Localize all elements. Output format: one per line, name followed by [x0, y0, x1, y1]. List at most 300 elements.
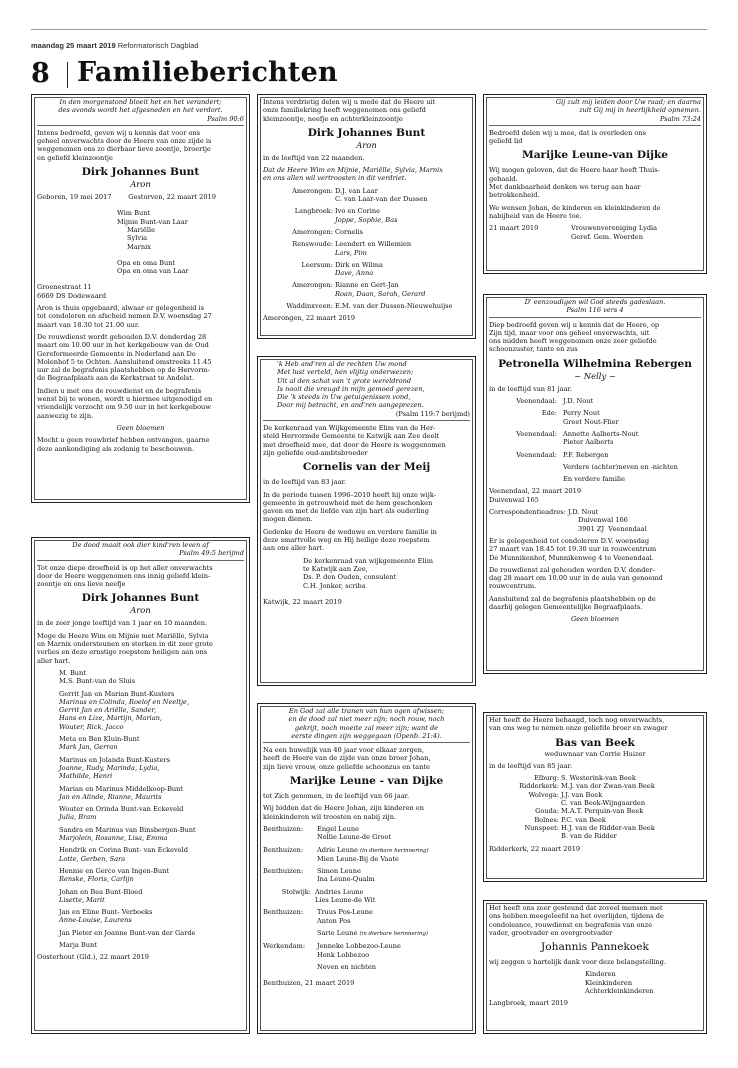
family-member: Kinderen: [585, 970, 616, 979]
text-line: betrokkenheid.: [489, 191, 540, 200]
text-line: zijn lieve vrouw, onze geliefde schoonzus en tante: [263, 762, 430, 771]
family-member: Anton Pos: [317, 916, 351, 925]
organisation-name: Geref. Gem. Woerden: [571, 232, 643, 241]
family-row: [489, 774, 701, 782]
family-children: Hans en Lize, Martijn, Marian,: [59, 714, 163, 723]
family-row: [489, 409, 701, 426]
family-member: Opa en oma Bunt: [117, 258, 176, 267]
page-number: 8: [31, 58, 50, 89]
text-line: De Munnikenhof, Munnikenweg 4 te Veenendaal.: [489, 553, 654, 562]
family-row: [263, 302, 470, 310]
notice-quote: [489, 98, 701, 126]
text-line: verlies en deze ernstige roepstem heiligen aan ons: [37, 648, 208, 657]
family-member: Wim Bunt: [117, 209, 151, 218]
family-place: Waddinxveen:: [286, 302, 333, 311]
family-member: S. Westerink-van Beek: [561, 774, 636, 783]
text-line: gehaald.: [489, 174, 518, 183]
family-children: Joppe, Sophie, Bas: [335, 215, 398, 224]
text-line: zoontje en ons lieve neefje: [37, 580, 126, 589]
family-member: Verdere (achter)neven en -nichten: [563, 462, 678, 471]
notice-intro: [37, 564, 244, 589]
deceased-name: Dirk Johannes Bunt: [81, 592, 200, 605]
family-member: Marja Bunt: [59, 940, 97, 949]
text-line: Indien u met ons de rouwdienst en de begrafenis: [37, 386, 202, 395]
family-member: Pieter Aalberts: [563, 438, 614, 447]
notice-body: [37, 304, 244, 453]
family-member: Hennie en Gerco van Ingen-Bunt: [59, 866, 170, 875]
deceased-name: Dirk Johannes Bunt: [81, 166, 200, 179]
family-member: Jan en Eline Bunt- Verboeks: [59, 908, 153, 917]
notice-marijke-leune-vrouwenvereniging: [483, 94, 707, 274]
text-line: Aansluitend zal de begrafenis plaatshebben op de: [489, 594, 656, 603]
text-line: gaven en met de liefde van zijn hart als ouderling: [263, 507, 430, 516]
quote-line: Die 'k steeds in Uw getuigenissen vond,: [277, 393, 411, 402]
text-line: Molenhof 5 te Ochten. Aansluitend omstreeks 11.45: [37, 357, 212, 366]
signature-line: te Katwijk aan Zee,: [303, 564, 368, 573]
family-member: M.J. van der Zwan-van Beek: [561, 782, 655, 791]
place-date: Langbroek, maart 2019: [489, 999, 569, 1008]
family-children: Anne-Louise, Laurens: [59, 916, 132, 925]
sign-off: [489, 224, 701, 241]
family-place: [263, 963, 317, 971]
family-row: [263, 942, 470, 959]
family-member: Marian en Marinus Middelkoop-Bunt: [59, 784, 184, 793]
family-children: Roan, Daan, Sarah, Gerard: [335, 289, 426, 298]
text-line: geheel onverwachts door de Heere van onze zijde is: [37, 137, 212, 146]
family-children: Julia, Bram: [59, 813, 97, 822]
quote-ref: Psalm 49:5 berijmd: [179, 549, 244, 558]
text-line: Tot onze diepe droefheid is op het aller onverwachts: [37, 563, 213, 572]
text-line: In de periode tussen 1996–2010 heeft hij onze wijk-: [263, 490, 436, 499]
family-place: [489, 463, 559, 471]
quote-line: 'k Heb and'ren al de rechten Uw mond: [277, 360, 407, 368]
family-row: [489, 430, 701, 447]
family-row: [263, 963, 470, 971]
text-line: We wensen Johan, de kinderen en kleinkinderen de: [489, 203, 661, 212]
text-line: dag 28 maart om 10.00 uur in de aula van genoemd: [489, 574, 663, 583]
family-row: [263, 846, 470, 864]
notice-intro: [263, 424, 470, 457]
deceased-widower: weduwnaar van Corrie Huizer: [544, 749, 646, 758]
notice-body: [37, 632, 244, 665]
family-member: Dirk en Wilma: [335, 260, 383, 269]
family-member: Meta en Ben Kluin-Bunt: [59, 735, 140, 744]
notice-intro: [489, 904, 701, 937]
header-separator: [67, 62, 68, 88]
text-line: Het heeft ons zeer gesteund dat zoveel mensen met: [489, 904, 663, 912]
text-line: Het heeft de Heere behaagd, toch nog onverwachts,: [489, 716, 665, 724]
deceased-name: Johannis Pannekoek: [541, 941, 649, 954]
deceased-nickname: Aron: [130, 179, 151, 190]
place-date: [489, 487, 701, 504]
text-line: De kerkenraad van Wijkgemeente Elim van de Her-: [263, 424, 436, 433]
text-line: ons midden heeft weggenomen onze zeer geliefde: [489, 337, 657, 346]
text-line: en ons allen wil vertroosten in dit verdriet.: [263, 174, 407, 183]
header-dateline: [31, 41, 199, 50]
notice-date: 21 maart 2019: [489, 224, 539, 233]
text-line: heeft de Heere van de zijde van onze broer Johan,: [263, 754, 431, 763]
family-place: Amerongen:: [292, 186, 333, 195]
text-line: maart van 18.30 tot 21.00 uur.: [37, 320, 140, 329]
family-place: Bolnes:: [534, 815, 559, 824]
notice-dirk-bunt-van-laar: [257, 94, 476, 339]
family-member: Engel Leune: [317, 824, 360, 833]
family-member: Hendrik en Corina Bunt- van Eckeveld: [59, 846, 188, 855]
address-line: Duivenwal 165: [489, 495, 539, 504]
family-place: Veenendaal:: [516, 429, 557, 438]
family-row: [263, 867, 470, 884]
family-place: Werkendam:: [263, 942, 306, 951]
no-flowers-note: Geen bloemen: [116, 423, 165, 432]
address-line: 6669 DS Dodewaard: [37, 291, 107, 300]
family-row: [263, 240, 470, 257]
family-children: Dave, Anna: [335, 269, 374, 278]
quote-line: gekrijt, noch moeite zal meer zijn; want de: [294, 723, 439, 732]
family-member: Truus Pos-Leune: [317, 908, 373, 917]
family-member: M. Bunt: [59, 668, 86, 677]
notice-intro: [489, 321, 701, 354]
notice-intro: [489, 129, 701, 146]
text-line: vader, grootvader en overgrootvader: [489, 928, 613, 937]
family-member: Achterkleinkinderen: [585, 987, 654, 996]
quote-line: Uit al den schat van 't grote wereldrond: [277, 376, 412, 385]
text-line: onze familiekring heeft weggenomen ons geliefd: [263, 106, 426, 115]
notice-intro: [263, 98, 470, 123]
text-line: deze aankondiging als zodanig te beschouwen.: [37, 444, 195, 453]
quote-line: des avonds wordt het afgesneden en het verdort.: [58, 106, 223, 115]
text-line: kleinkinderen wil troosten en nabij zijn.: [263, 812, 397, 821]
place-date: Benthuizen, 21 maart 2019: [263, 979, 355, 988]
notice-quote: [263, 707, 470, 743]
notice-quote: [263, 360, 470, 421]
family-children: Gerrit Jan en Ariëlle, Sander,: [59, 706, 157, 715]
text-line: Mocht u geen rouwbrief hebben ontvangen, gaarne: [37, 436, 210, 445]
family-row: [489, 451, 701, 459]
family-place: Wolvega:: [528, 790, 559, 799]
notice-quote: [37, 98, 244, 126]
family-place: Langbroek:: [294, 207, 333, 216]
notice-body: [489, 537, 701, 624]
quote-ref: Psalm 73:24: [659, 114, 701, 123]
notice-petronella-rebergen: [483, 294, 707, 674]
family-row: [489, 816, 701, 824]
family-member: E.M. van der Dussen-Nieuwehuijse: [335, 302, 453, 311]
family-row: [263, 929, 470, 938]
text-line: Met dankbaarheid denken we terug aan haar: [489, 183, 641, 192]
quote-line: Door mij betracht, en and'ren aangeprezen.: [277, 401, 424, 410]
family-member: J.D. Nout: [563, 397, 594, 406]
deceased-name: Petronella Wilhelmina Rebergen: [498, 357, 692, 370]
family-place: Veenendaal:: [516, 450, 557, 459]
family-member: Kleinkinderen: [585, 978, 633, 987]
text-line: Aron is thuis opgebaard, alwaar er gelegenheid is: [37, 304, 205, 313]
family-place: Ridderkerk:: [519, 782, 559, 791]
family-row: [263, 207, 470, 224]
text-line: kleinzoontje, neefje en achterkleinzoontje: [263, 114, 403, 123]
deceased-nickname: Aron: [130, 605, 151, 616]
family-member: C. van Beek-Wijngaarden: [561, 799, 646, 808]
text-line: gemeente in getrouwheid met de hem geschonken: [263, 498, 433, 507]
memory-note: (in dierbare herinnering): [360, 847, 429, 854]
text-line: ons hebben meegeleefd na het overlijden, tijdens de: [489, 912, 664, 921]
family-member: Cornelis: [335, 227, 363, 236]
family-member: Lies Leune-de Wit: [315, 896, 376, 905]
family-member: Mien Leune-Bij de Vaate: [317, 854, 399, 863]
family-member: B. van de Ridder: [561, 832, 617, 841]
family-list: [37, 209, 244, 275]
section-title: Familieberichten: [77, 57, 338, 88]
text-line: 27 maart van 18.45 tot 19.30 uur in rouwcentrum: [489, 545, 657, 554]
signature-line: Ds. P. den Ouden, consulent: [303, 573, 397, 582]
organisation-name: Vrouwenvereniging Lydia: [571, 224, 658, 233]
place-date: Amerongen, 22 maart 2019: [263, 314, 356, 323]
text-line: Intens verdrietig delen wij u mede dat de Heere uit: [263, 98, 436, 106]
quote-line: en de dood zal niet meer zijn; noch rouw, noch: [288, 715, 445, 724]
family-member: Ina Leune-Qualm: [317, 875, 375, 884]
family-row: [489, 463, 701, 471]
family-member: J.J. van Beek: [561, 790, 603, 799]
text-line: De rouwdienst zal gehouden worden D.V. donder-: [489, 565, 655, 574]
age-line: in de leeftijd van 83 jaar.: [263, 478, 347, 487]
family-member: Simon Leune: [317, 867, 361, 876]
age-line: in de leeftijd van 22 maanden.: [263, 153, 365, 162]
family-member: Marinus en Jolanda Bunt-Kusters: [59, 755, 171, 764]
family-member: M.A.T. Perquin-van Beek: [561, 807, 644, 816]
text-line: maart om 10.00 uur in het kerkgebouw van de Oud: [37, 341, 209, 350]
age-line: in de zeer jonge leeftijd van 1 jaar en 10 maanden.: [37, 619, 208, 628]
thanks-line: wij zeggen u hartelijk dank voor deze belangstelling.: [489, 958, 666, 967]
family-place: Renswoude:: [292, 240, 333, 249]
quote-line: Gij zult mij leiden door Uw raad; en daarna: [555, 98, 701, 106]
family-member: P.F. Rebergen: [563, 450, 609, 459]
family-member: Sandra en Marinus van Binsbergen-Bunt: [59, 825, 196, 834]
signature-line: C.H. Jonker, scriba: [303, 581, 366, 590]
family-member: Opa en oma van Laar: [117, 267, 189, 276]
family-row: [489, 807, 701, 815]
place-date-line: Veenendaal, 22 maart 2019: [489, 487, 582, 496]
family-member: Neven en nichten: [317, 962, 376, 971]
family-place: Ede:: [541, 409, 557, 418]
family-member: Rianne en Gert-Jan: [335, 281, 399, 290]
family-children: Lars, Pim: [335, 248, 367, 257]
family-member: Andries Leune: [315, 887, 364, 896]
family-row: [263, 228, 470, 236]
deceased-nickname: ~ Nelly ~: [574, 370, 616, 381]
family-member: Sarie Leune: [317, 928, 358, 937]
family-children: Lotte, Gerben, Sara: [59, 854, 126, 863]
text-line: aanwezig te zijn.: [37, 411, 94, 420]
family-children: Mark Jan, Gerran: [59, 743, 118, 752]
notice-johannis-pannekoek: [483, 900, 707, 1034]
family-children: Mathilde, Henri: [59, 772, 113, 781]
family-row: [263, 908, 470, 925]
memory-note: (in dierbare herinnering): [359, 930, 429, 937]
text-line: aan ons aller hart.: [263, 544, 325, 553]
address-line: Correspondentieadres: J.D. Nout: [489, 508, 599, 517]
quote-line: zult Gij mij in heerlijkheid opnemen.: [579, 106, 701, 115]
family-row: [263, 888, 470, 905]
quote-line: Is nooit die vreugd in mijn gemoed gerezen,: [277, 384, 425, 393]
quote-ref: Psalm 90:6: [207, 114, 244, 123]
notice-quote: [37, 541, 244, 561]
text-line: en geliefd kleinzoontje: [37, 153, 113, 162]
address: [37, 283, 244, 300]
deceased-name: Cornelis van der Meij: [302, 461, 431, 474]
age-line: in de leeftijd van 81 jaar.: [489, 384, 573, 393]
notice-dirk-bunt-grandparents: [31, 537, 250, 1034]
place-date: Katwijk, 22 maart 2019: [263, 597, 342, 606]
family-list: [263, 825, 470, 971]
family-place: Nunspeet:: [524, 823, 559, 832]
family-list: [489, 774, 701, 840]
family-member: Greet Nout-Flier: [563, 417, 619, 426]
notice-intro: [37, 129, 244, 162]
text-line: de Begraafplaats aan de Kerkstraat te Andelst.: [37, 374, 194, 383]
text-line: uur zal de begrafenis plaatshebben op de Hervorm-: [37, 366, 210, 375]
family-member: Jan Pieter en Joanne Bunt-van der Garde: [59, 928, 196, 937]
quote-line: D' eenzoudigen wil God steeds gadeslaan.: [524, 298, 666, 306]
notice-dirk-bunt-parents: [31, 94, 250, 503]
text-line: nabijheid van de Heere toe.: [489, 211, 582, 220]
family-member: Nellie Leune-de Groot: [317, 833, 392, 842]
deceased-name: Marijke Leune-van Dijke: [521, 149, 669, 162]
family-member: Perry Nout: [563, 409, 600, 418]
text-line: en Marnix ondersteunen en sterken in dit zeer grote: [37, 640, 213, 649]
family-member: Gerrit Jan en Marian Bunt-Kusters: [59, 689, 175, 698]
quote-line: De dood maait ook dier kind'ren leven af: [72, 541, 209, 549]
deceased-name: Bas van Beek: [555, 736, 635, 749]
family-member: P.C. van Beek: [561, 815, 606, 824]
quote-line: Met lust verteld, hen vlijtig onderwezen;: [277, 368, 414, 377]
family-member: Henk Lobbezoo: [317, 950, 370, 959]
family-row: [263, 187, 470, 204]
family-place: Benthuizen:: [263, 867, 304, 876]
family-member: M.S. Bunt-van de Sluis: [59, 677, 136, 686]
text-line: De rouwdienst wordt gehouden D.V. donderdag 28: [37, 332, 207, 341]
family-row: [489, 397, 701, 405]
signature: [263, 557, 470, 590]
text-line: weggenomen ons zo dierbaar lieve zoontje, broertje: [37, 145, 211, 154]
text-line: Zijn tijd, maar voor ons geheel onverwachts, uit: [489, 328, 650, 337]
address-line: Groenestraat 11: [37, 283, 92, 292]
text-line: Diep bedroefd geven wij u kennis dat de Heere, op: [489, 320, 660, 329]
age-line: in de leeftijd van 85 jaar.: [489, 761, 573, 770]
notice-body: [263, 491, 470, 553]
text-line: Gedenke de Heere de weduwe en verdere familie in: [263, 527, 437, 536]
text-line: Intens bedroefd, geven wij u kennis dat voor ons: [37, 128, 201, 137]
text-line: Dat de Heere Wim en Mijnie, Mariëlle, Sylvia, Marnix: [263, 166, 443, 175]
text-line: wenst bij te wonen, wordt u hiermee uitgenodigd en: [37, 395, 213, 404]
family-children: Jan en Alinde, Rianne, Maurits: [59, 792, 162, 801]
deceased-name: Dirk Johannes Bunt: [307, 126, 426, 139]
family-place: [263, 929, 317, 938]
family-children: Marinus en Colinda, Roelof en Neeltje,: [59, 697, 190, 706]
family-member: C. van Laar-van der Dussen: [335, 195, 428, 204]
family-row: [263, 261, 470, 278]
text-line: daarbij gelegen Gemeentelijke Begraafplaats.: [489, 603, 643, 612]
text-line: aller hart.: [37, 656, 71, 665]
text-line: tot condoleren en afscheid nemen D.V. woensdag 27: [37, 312, 212, 321]
family-place: Stolwijk:: [281, 887, 311, 896]
place-date: Ridderkerk, 22 maart 2019: [489, 844, 581, 853]
text-line: door de Heere weggenomen ons innig geliefd klein-: [37, 571, 211, 580]
text-line: zijn geliefde oud-ambtsbroeder: [263, 448, 368, 457]
family-place: Amerongen:: [292, 227, 333, 236]
text-line: Bedroefd delen wij u mee, dat is overleden ons: [489, 128, 647, 137]
text-line: schoonzuster, tante en zus: [489, 345, 578, 354]
address-line: Duivenwal 166: [578, 516, 628, 525]
family-member: Mariëlle: [127, 225, 155, 234]
family-member: Johan en Bea Bunt-Bloed: [59, 887, 143, 896]
family-member: Mijnie Bunt-van Laar: [117, 217, 188, 226]
family-row: [489, 824, 701, 841]
notice-body: [489, 166, 701, 220]
family-member: Ivo en Corine: [335, 207, 381, 216]
family-children: Wouter, Rick, Jacco: [59, 722, 124, 731]
place-date: Oosterhout (Gld.), 22 maart 2019: [37, 953, 149, 962]
text-line: van ons weg te nemen onze geliefde broer en zwager: [489, 724, 668, 733]
family-member: D.J. van Laar: [335, 186, 378, 195]
birth-death-dates: Geboren, 19 mei 2017 Gestorven, 22 maart 2019: [37, 193, 216, 202]
family-member: H.J. van de Ridder-van Beek: [561, 823, 655, 832]
family-member: Annette Aalberts-Nout: [563, 429, 639, 438]
family-member: Leendert en Willemien: [335, 240, 412, 249]
family-place: Elburg:: [534, 774, 559, 783]
family-place: Gouda:: [535, 807, 559, 816]
notice-quote: [489, 298, 701, 318]
text-line: geliefd lid: [489, 137, 523, 146]
address-line: 3901 ZJ Veenendaal: [578, 524, 647, 533]
family-place: Benthuizen:: [263, 845, 304, 854]
quote-line: eerste dingen zijn weggegaan (Openb. 21:4).: [291, 731, 442, 740]
header-rule: [31, 29, 707, 30]
quote-ref: Psalm 116 vers 4: [566, 306, 624, 315]
family-list: [37, 669, 244, 949]
quote-line: En God zal alle tranen van hun ogen afwissen;: [288, 707, 445, 715]
notice-intro: [489, 716, 701, 733]
header-date: maandag 25 maart 2019: [31, 41, 116, 50]
text-line: Wij mogen geloven, dat de Heere haar heeft Thuis-: [489, 166, 660, 175]
notice-intro: [263, 746, 470, 771]
text-line: deze smartvolle weg en Hij heilige deze roepstem: [263, 536, 430, 545]
family-place: Veenendaal:: [516, 397, 557, 406]
text-line: mogen dienen.: [263, 515, 313, 524]
age-line: tot Zich genomen, in de leeftijd van 66 jaar.: [263, 792, 410, 801]
family-list: [263, 187, 470, 311]
family-place: Benthuizen:: [263, 824, 304, 833]
family-member: Jenneke Lobbezoo-Leune: [317, 942, 401, 951]
family-children: Renske, Floris, Carlijn: [59, 875, 134, 884]
family-member: En verdere familie: [563, 475, 626, 484]
family-row: [489, 791, 701, 808]
text-line: Moge de Heere Wim en Mijnie met Mariëlle, Sylvia: [37, 631, 209, 640]
text-line: Gereformeerde Gemeente in Nederland aan De: [37, 349, 196, 358]
notice-body: [263, 804, 470, 821]
family-member: Sylvia: [127, 234, 148, 243]
notice-marijke-leune-family: [257, 703, 476, 1034]
signature-line: De kerkenraad van wijkgemeente Elim: [303, 556, 433, 565]
notice-cornelis-van-der-meij: [257, 356, 476, 686]
text-line: rouwcentrum.: [489, 582, 537, 591]
text-line: condoleance, rouwdienst en begrafenis van onze: [489, 920, 653, 929]
notice-wish: [263, 166, 470, 183]
family-row: [263, 281, 470, 298]
quote-line: In den morgenstond bloeit het en het verandert;: [59, 98, 222, 106]
text-line: Na een huwelijk van 40 jaar voor elkaar zorgen,: [263, 746, 425, 755]
correspondence-address: [489, 508, 701, 533]
deceased-name: Marijke Leune - van Dijke: [289, 775, 444, 788]
text-line: Er is gelegenheid tot condoleren D.V. woensdag: [489, 536, 650, 545]
